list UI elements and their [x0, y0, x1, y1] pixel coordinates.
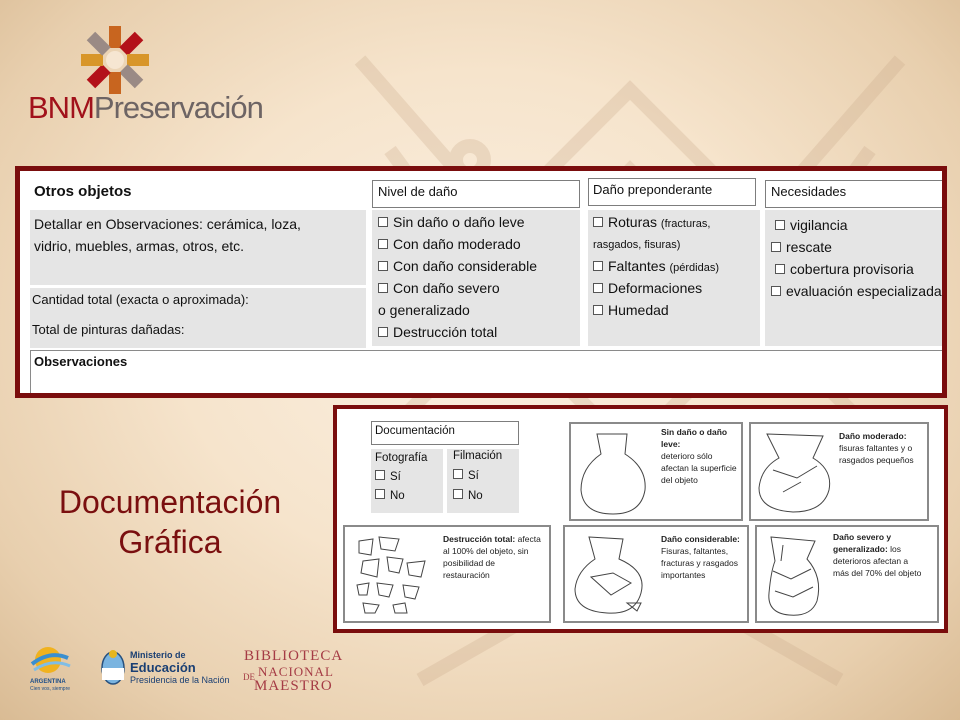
brand-logo-preservacion: Preservación: [93, 90, 263, 125]
necesidad-rescate[interactable]: rescate: [771, 239, 832, 255]
checkbox[interactable]: [593, 217, 603, 227]
dano-roturas-note: rasgados, fisuras): [593, 239, 681, 251]
argentina-sun-logo-icon: [28, 640, 72, 676]
nivel-option-4[interactable]: Con daño severo: [378, 280, 500, 296]
observaciones-field[interactable]: [30, 350, 947, 394]
filmacion-label: Filmación: [453, 450, 503, 462]
considerable-caption: Daño considerable: Fisuras, faltantes, fracturas y rasgados importantes: [661, 534, 740, 580]
dano-option-deformaciones[interactable]: Deformaciones: [593, 280, 702, 296]
moderado-caption: Daño moderado: fisuras faltantes y o rasgados pequeños: [839, 431, 914, 465]
example-considerable: [563, 525, 749, 623]
biblioteca-line1: BIBLIOTECA: [244, 648, 344, 664]
fotografia-label: Fotografía: [375, 452, 428, 464]
brand-logo: [28, 90, 263, 126]
argentina-label: ARGENTINA: [30, 679, 66, 685]
total-pinturas-label: Total de pinturas dañadas:: [32, 322, 185, 337]
observaciones-label: Observaciones: [34, 354, 128, 369]
destruccion-caption: Destrucción total: afecta al 100% del objeto, sin posibilidad de restauración: [443, 534, 541, 580]
fotografia-si[interactable]: Sí: [375, 470, 401, 483]
biblioteca-line2: NACIONAL: [258, 664, 334, 679]
dano-option-humedad[interactable]: Humedad: [593, 302, 669, 318]
checkbox[interactable]: [378, 217, 388, 227]
necesidades-heading: Necesidades: [771, 184, 847, 199]
checkbox[interactable]: [378, 239, 388, 249]
cantidad-label: Cantidad total (exacta o aproximada):: [32, 292, 249, 307]
checkbox[interactable]: [593, 305, 603, 315]
checkbox[interactable]: [593, 283, 603, 293]
argentina-sub: Cien vos, siempre: [30, 686, 71, 692]
necesidad-cobertura[interactable]: cobertura provisoria: [775, 261, 914, 277]
page-title-line1: Documentación: [58, 484, 282, 520]
example-severo: [755, 525, 939, 623]
severo-caption: Daño severo y generalizado: los deterioros afectan a más del 70% del objeto: [833, 532, 922, 578]
page-title: [20, 482, 320, 562]
severely-damaged-vase-icon: [759, 531, 827, 619]
checkbox[interactable]: [775, 264, 785, 274]
necesidad-vigilancia[interactable]: vigilancia: [775, 217, 848, 233]
checkbox[interactable]: [775, 220, 785, 230]
presidencia-label: Presidencia de la Nación: [130, 675, 230, 685]
checkbox[interactable]: [378, 327, 388, 337]
examples-panel: [333, 405, 948, 633]
dano-option-faltantes[interactable]: Faltantes (pérdidas): [593, 258, 719, 274]
necesidad-evaluacion[interactable]: evaluación especializada: [771, 283, 942, 299]
otros-line1: Detallar en Observaciones: cerámica, loza,: [34, 216, 301, 232]
checkbox[interactable]: [771, 286, 781, 296]
nivel-option-5[interactable]: Destrucción total: [378, 324, 497, 340]
nivel-option-2[interactable]: Con daño moderado: [378, 236, 521, 252]
shattered-fragments-icon: [349, 533, 435, 619]
example-destruccion: [343, 525, 551, 623]
checkbox[interactable]: [378, 261, 388, 271]
intact-vase-icon: [575, 428, 651, 516]
checkbox[interactable]: [453, 469, 463, 479]
dano-heading: Daño preponderante: [593, 182, 713, 197]
filmacion-no[interactable]: No: [453, 489, 483, 502]
sin-dano-caption: Sin daño o daño leve: deterioro sólo afectan la superficie del objeto: [661, 427, 737, 485]
checkbox[interactable]: [378, 283, 388, 293]
checkbox[interactable]: [593, 261, 603, 271]
ministerio-label: Ministerio de: [130, 650, 186, 660]
cracked-vase-icon: [753, 430, 837, 516]
nivel-option-3[interactable]: Con daño considerable: [378, 258, 537, 274]
national-shield-icon: [100, 648, 126, 688]
filmacion-si[interactable]: Sí: [453, 469, 479, 482]
brand-logo-bnm: BNM: [28, 90, 94, 125]
documentacion-heading: Documentación: [375, 425, 455, 437]
checkbox[interactable]: [375, 470, 385, 480]
flower-logo-icon: [75, 24, 155, 96]
educacion-label: Educación: [130, 660, 196, 675]
checkbox[interactable]: [375, 489, 385, 499]
example-moderado: [749, 422, 929, 521]
nivel-option-1[interactable]: Sin daño o daño leve: [378, 214, 525, 230]
page-title-line2: Gráfica: [118, 524, 222, 560]
damage-form-panel: [15, 166, 947, 398]
damaged-vase-icon: [567, 533, 657, 619]
nivel-heading: Nivel de daño: [378, 184, 458, 199]
nivel-option-4-cont: o generalizado: [378, 302, 470, 318]
biblioteca-de: DE: [243, 672, 255, 682]
checkbox[interactable]: [453, 489, 463, 499]
example-sin-dano: [569, 422, 743, 521]
otros-line2: vidrio, muebles, armas, otros, etc.: [34, 238, 245, 254]
checkbox[interactable]: [771, 242, 781, 252]
otros-heading: Otros objetos: [34, 183, 132, 200]
dano-options-area: [588, 210, 760, 346]
dano-option-roturas[interactable]: Roturas (fracturas,: [593, 214, 710, 230]
biblioteca-line3: MAESTRO: [254, 678, 333, 694]
fotografia-no[interactable]: No: [375, 489, 405, 502]
